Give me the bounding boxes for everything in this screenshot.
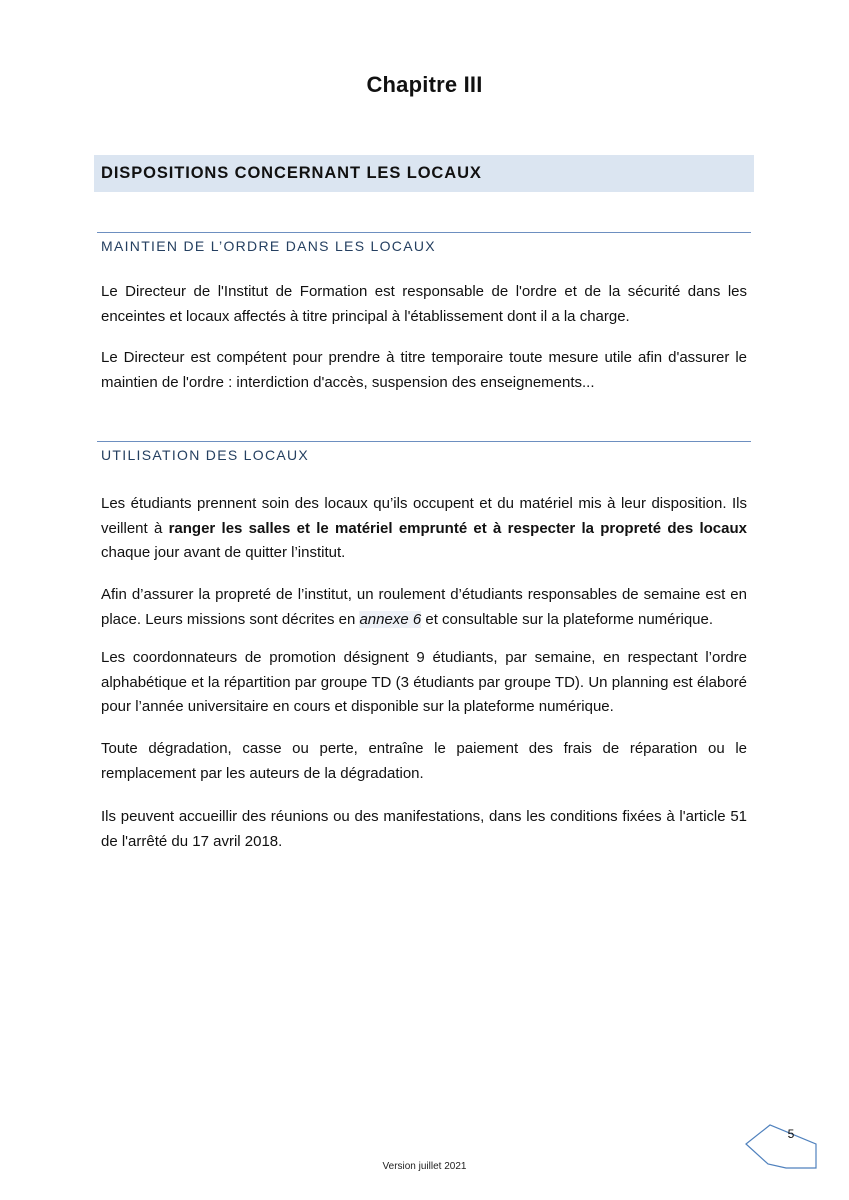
section-divider-1 — [97, 232, 751, 233]
annexe-link[interactable]: annexe 6 — [359, 610, 422, 628]
paragraph-text: chaque jour avant de quitter l’institut. — [101, 544, 346, 561]
section-heading-maintien: MAINTIEN DE L’ORDRE DANS LES LOCAUX — [101, 238, 436, 254]
section-heading-utilisation: UTILISATION DES LOCAUX — [101, 447, 310, 463]
paragraph-bold-text: ranger les salles et le matériel emprunté et à respecter la propreté des locaux — [168, 519, 747, 537]
paragraph: Le Directeur de l'Institut de Formation est responsable de l'ordre et de la sécurité dans les enceintes et locaux affectés à titre principal à l'établissement dont il a la charge. — [101, 283, 747, 325]
paragraph — [101, 583, 747, 632]
paragraph: Les coordonnateurs de promotion désignent 9 étudiants, par semaine, en respectant l’ordre alphabétique et la répartition par groupe TD (3 étudiants par groupe TD). Un planning est élaboré pour l’année universitaire en cours et disponible sur la plateforme numérique. — [101, 649, 747, 715]
paragraph: Ils peuvent accueillir des réunions ou des manifestations, dans les conditions fixées à l'article 51 de l'arrêté du 17 avril 2018. — [101, 808, 747, 850]
page-number: 5 — [787, 1127, 795, 1141]
section-divider-2 — [97, 441, 751, 442]
paragraph-text: Les étudiants prennent soin des locaux qu’ils occupent et du matériel mis à leur disposition. Ils veillent à — [101, 495, 747, 537]
paragraph: Toute dégradation, casse ou perte, entraîne le paiement des frais de réparation ou le remplacement par les auteurs de la dégradation. — [101, 740, 747, 782]
paragraph: Le Directeur est compétent pour prendre à titre temporaire toute mesure utile afin d'assurer le maintien de l'ordre : interdiction d'accès, suspension des enseignements... — [101, 349, 747, 391]
section-banner — [94, 155, 754, 192]
paragraph-text: et consultable sur la plateforme numérique. — [421, 610, 714, 628]
paragraph-text: Afin d’assurer la propreté de l’institut, un roulement d’étudiants responsables de semaine est en place. Leurs missions sont décrites en — [101, 586, 747, 628]
version-footer: Version juillet 2021 — [382, 1161, 467, 1172]
chapter-title: Chapitre III — [366, 72, 483, 97]
banner-title: DISPOSITIONS CONCERNANT LES LOCAUX — [101, 164, 482, 182]
paragraph — [101, 492, 747, 566]
